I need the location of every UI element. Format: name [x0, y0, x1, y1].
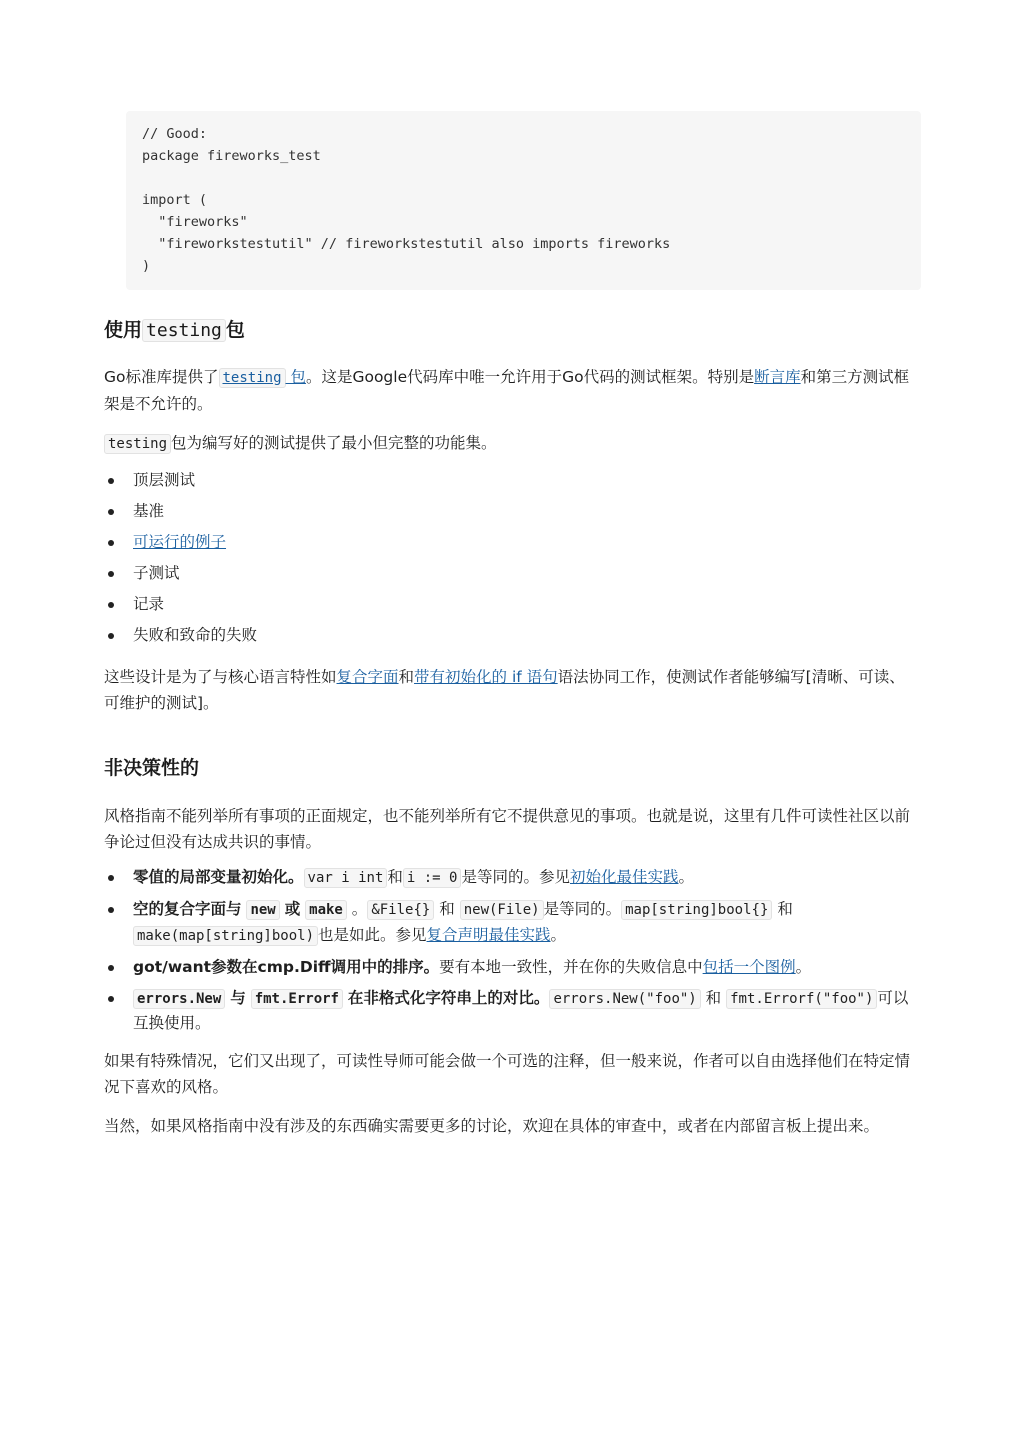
nondecisive-intro: 风格指南不能列举所有事项的正面规定，也不能列举所有它不提供意见的事项。也就是说，这里有几件可读性社区以前争论过但没有达成共识的事情。: [104, 807, 911, 851]
testing-package-link-code[interactable]: testing: [219, 368, 286, 388]
testing-package-link[interactable]: testing 包: [219, 368, 306, 386]
list-item: [104, 527, 914, 558]
list-item: 记录: [104, 589, 914, 620]
list-item: 子测试: [104, 558, 914, 589]
list-item: 空的复合字面与 new 或 make 。 &File{} 和 new(File) 是等同的。 map[string]bool{} 和 make(map[string]bool) 也是如此。参见复合声明最佳实践。: [104, 897, 914, 948]
initialization-best-practice-link[interactable]: 初始化最佳实践: [569, 868, 679, 886]
testing-inline-code: testing: [104, 434, 171, 454]
list-item: 零值的局部变量初始化。 var i int 和 i := 0 是等同的。参见初始化最佳实践。: [104, 865, 914, 891]
testing-features-list: [104, 465, 914, 651]
code-text: // Good: package fireworks_test import ( "fireworks" "fireworkstestutil" // fireworkstestutil also imports fireworks ): [142, 126, 671, 274]
composite-literals-link[interactable]: 复合字面: [336, 668, 399, 686]
list-item: 失败和致命的失败: [104, 620, 914, 651]
include-legend-link[interactable]: 包括一个图例: [702, 957, 796, 976]
testing-paragraph-3: 这些设计是为了与核心语言特性如复合字面和带有初始化的 if 语句语法协同工作，使测试作者能够编写[清晰、可读、可维护的测试]。: [104, 668, 905, 712]
list-item: 顶层测试: [104, 465, 914, 496]
list-item: errors.New 与 fmt.Errorf 在非格式化字符串上的对比。 errors.New("foo") 和 fmt.Errorf("foo") 可以互换使用。: [104, 986, 914, 1036]
code-block: [126, 111, 921, 290]
list-item: got/want参数在cmp.Diff调用中的排序。要有本地一致性，并在你的失败信息中包括一个图例。: [104, 955, 914, 980]
if-with-initializer-link[interactable]: 带有初始化的 if 语句: [414, 668, 558, 686]
assertion-library-link[interactable]: 断言库: [754, 368, 801, 386]
special-cases-paragraph: 如果有特殊情况，它们又出现了，可读性导师可能会做一个可选的注释，但一般来说，作者可以自由选择他们在特定情况下喜欢的风格。: [104, 1051, 911, 1096]
testing-paragraph-1: Go标准库提供了 testing 包。这是Google代码库中唯一允许用于Go代码的测试框架。特别是断言库和第三方测试框架是不允许的。: [104, 368, 910, 413]
nondecisive-heading: 非决策性的: [104, 757, 200, 779]
testing-paragraph-2: testing 包为编写好的测试提供了最小但完整的功能集。: [104, 430, 914, 457]
closing-paragraph: 当然，如果风格指南中没有涉及的东西确实需要更多的讨论，欢迎在具体的审查中，或者在内部留言板上提出来。: [104, 1116, 880, 1135]
runnable-examples-link[interactable]: 可运行的例子: [133, 533, 227, 551]
testing-heading: 使用 testing 包: [104, 319, 245, 341]
composite-declaration-best-practice-link[interactable]: 复合声明最佳实践: [426, 925, 551, 944]
content: [104, 312, 914, 1139]
nondecisive-list: [104, 865, 914, 1036]
list-item: 基准: [104, 496, 914, 527]
testing-heading-code: testing: [142, 319, 226, 342]
